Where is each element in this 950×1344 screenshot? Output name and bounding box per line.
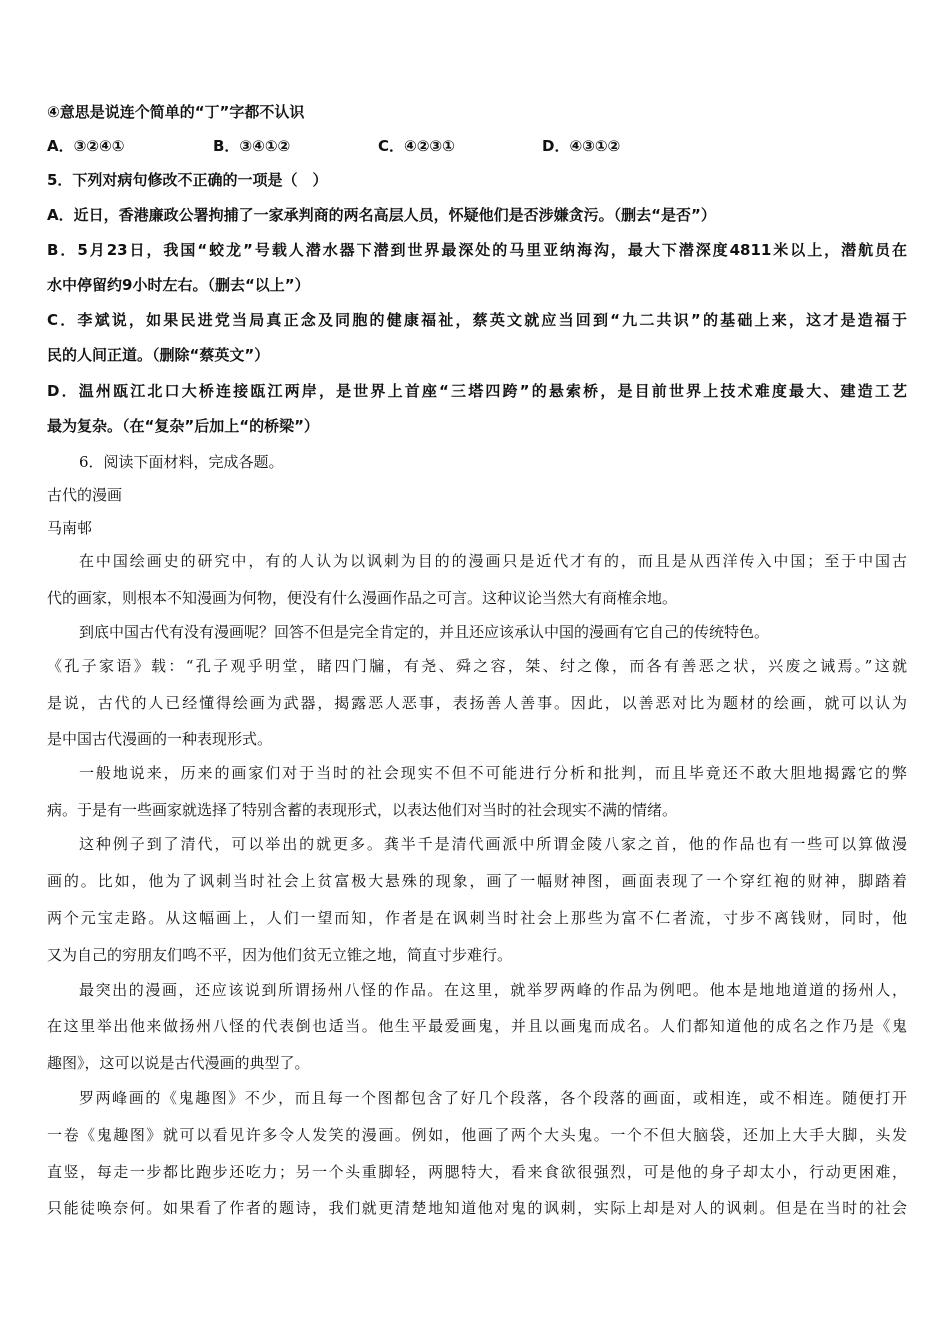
article-line: 到底中国古代有没有漫画呢？回答不但是完全肯定的，并且还应该承认中国的漫画有它自己的传统特色。 xyxy=(79,623,770,641)
article-line: 两个元宝走路。从这幅画上，人们一望而知，作者是在讽刺当时社会上那些为富不仁者流，寸步不离钱财，同时，他 xyxy=(47,909,907,927)
article-line: 直竖，每走一步都比跑步还吃力；另一个头重脚轻，两腮特大，看来食欲很强烈，可是他的身子却太小，行动更困难， xyxy=(47,1163,907,1181)
article-line: 是中国古代漫画的一种表现形式。 xyxy=(47,730,273,748)
article-line: 这种例子到了清代，可以举出的就更多。龚半千是清代画派中所谓金陵八家之首，他的作品也有一些可以算做漫 xyxy=(79,835,907,853)
article-line: 病。于是有一些画家就选择了特别含蓄的表现形式，以表达他们对当时的社会现实不满的情绪。 xyxy=(47,801,678,819)
q4-option-b[interactable]: B．③④①② xyxy=(213,137,291,155)
article-line: 一卷《鬼趣图》就可以看见许多令人发笑的漫画。例如，他画了两个大头鬼。一个不但大脑袋，还加上大手大脚，头发 xyxy=(47,1126,907,1144)
q6-stem: 6．阅读下面材料，完成各题。 xyxy=(79,453,284,471)
article-author: 马南邨 xyxy=(47,519,93,537)
article-line: 画的。比如，他为了讽刺当时社会上贫富极大悬殊的现象，画了一幅财神图，画面表现了一个穿红袍的财神，脚踏着 xyxy=(47,872,907,890)
q5-stem: 5．下列对病句修改不正确的一项是（ ） xyxy=(47,171,328,189)
article-line: 趣图》，这可以说是古代漫画的典型了。 xyxy=(47,1054,310,1072)
q4-item-4: ④意思是说连个简单的“丁”字都不认识 xyxy=(47,103,305,121)
q5-option-a[interactable]: A．近日，香港廉政公署拘捕了一家承判商的两名高层人员，怀疑他们是否涉嫌贪污。（删去“是否”） xyxy=(47,206,716,224)
q5-option-d-line2[interactable]: 最为复杂。（在“复杂”后加上“的桥梁”） xyxy=(47,417,319,435)
article-line: 又为自己的穷朋友们鸣不平，因为他们贫无立锥之地，简直寸步难行。 xyxy=(47,946,513,964)
q5-option-b-line1[interactable]: B．5月23日，我国“蛟龙”号载人潜水器下潜到世界最深处的马里亚纳海沟，最大下潜深度4811米以上，潜航员在 xyxy=(47,241,907,259)
article-line: 一般地说来，历来的画家们对于当时的社会现实不但不可能进行分析和批判，而且毕竟还不敢大胆地揭露它的弊 xyxy=(79,764,907,782)
q5-option-b-line2[interactable]: 水中停留约9小时左右。（删去“以上”） xyxy=(47,276,310,294)
article-line: 在这里举出他来做扬州八怪的代表倒也适当。他生平最爱画鬼，并且以画鬼而成名。人们都知道他的成名之作乃是《鬼 xyxy=(47,1017,907,1035)
article-line: 罗两峰画的《鬼趣图》不少，而且每一个图都包含了好几个段落，各个段落的画面，或相连，或不相连。随便打开 xyxy=(79,1089,907,1107)
article-line: 最突出的漫画，还应该说到所谓扬州八怪的作品。在这里，就举罗两峰的作品为例吧。他本是地地道道的扬州人， xyxy=(79,981,907,999)
article-line: 是说，古代的人已经懂得绘画为武器，揭露恶人恶事，表扬善人善事。因此，以善恶对比为题材的绘画，就可以认为 xyxy=(47,694,907,712)
q5-option-d-line1[interactable]: D．温州瓯江北口大桥连接瓯江两岸，是世界上首座“三塔四跨”的悬索桥，是目前世界上技术难度最大、建造工艺 xyxy=(47,382,907,400)
article-line: 只能徒唤奈何。如果看了作者的题诗，我们就更清楚地知道他对鬼的讽刺，实际上却是对人的讽刺。但是在当时的社会 xyxy=(47,1199,907,1217)
article-title: 古代的漫画 xyxy=(47,486,123,504)
article-line: 代的画家，则根本不知漫画为何物，便没有什么漫画作品之可言。这种议论当然大有商榷余地。 xyxy=(47,589,678,607)
article-line: 在中国绘画史的研究中，有的人认为以讽刺为目的的漫画只是近代才有的，而且是从西洋传入中国；至于中国古 xyxy=(79,552,907,570)
q4-option-c[interactable]: C．④②③① xyxy=(378,137,455,155)
article-line: 《孔子家语》载：“孔子观乎明堂，睹四门牖，有尧、舜之容，桀、纣之像，而各有善恶之状，兴废之诫焉。”这就 xyxy=(47,657,907,675)
q4-option-d[interactable]: D．④③①② xyxy=(542,137,621,155)
q4-option-a[interactable]: A．③②④① xyxy=(47,137,125,155)
q5-option-c-line2[interactable]: 民的人间正道。（删除“蔡英文”） xyxy=(47,346,270,364)
q5-option-c-line1[interactable]: C．李斌说，如果民进党当局真正念及同胞的健康福祉，蔡英文就应当回到“九二共识”的基础上来，这才是造福于 xyxy=(47,311,907,329)
